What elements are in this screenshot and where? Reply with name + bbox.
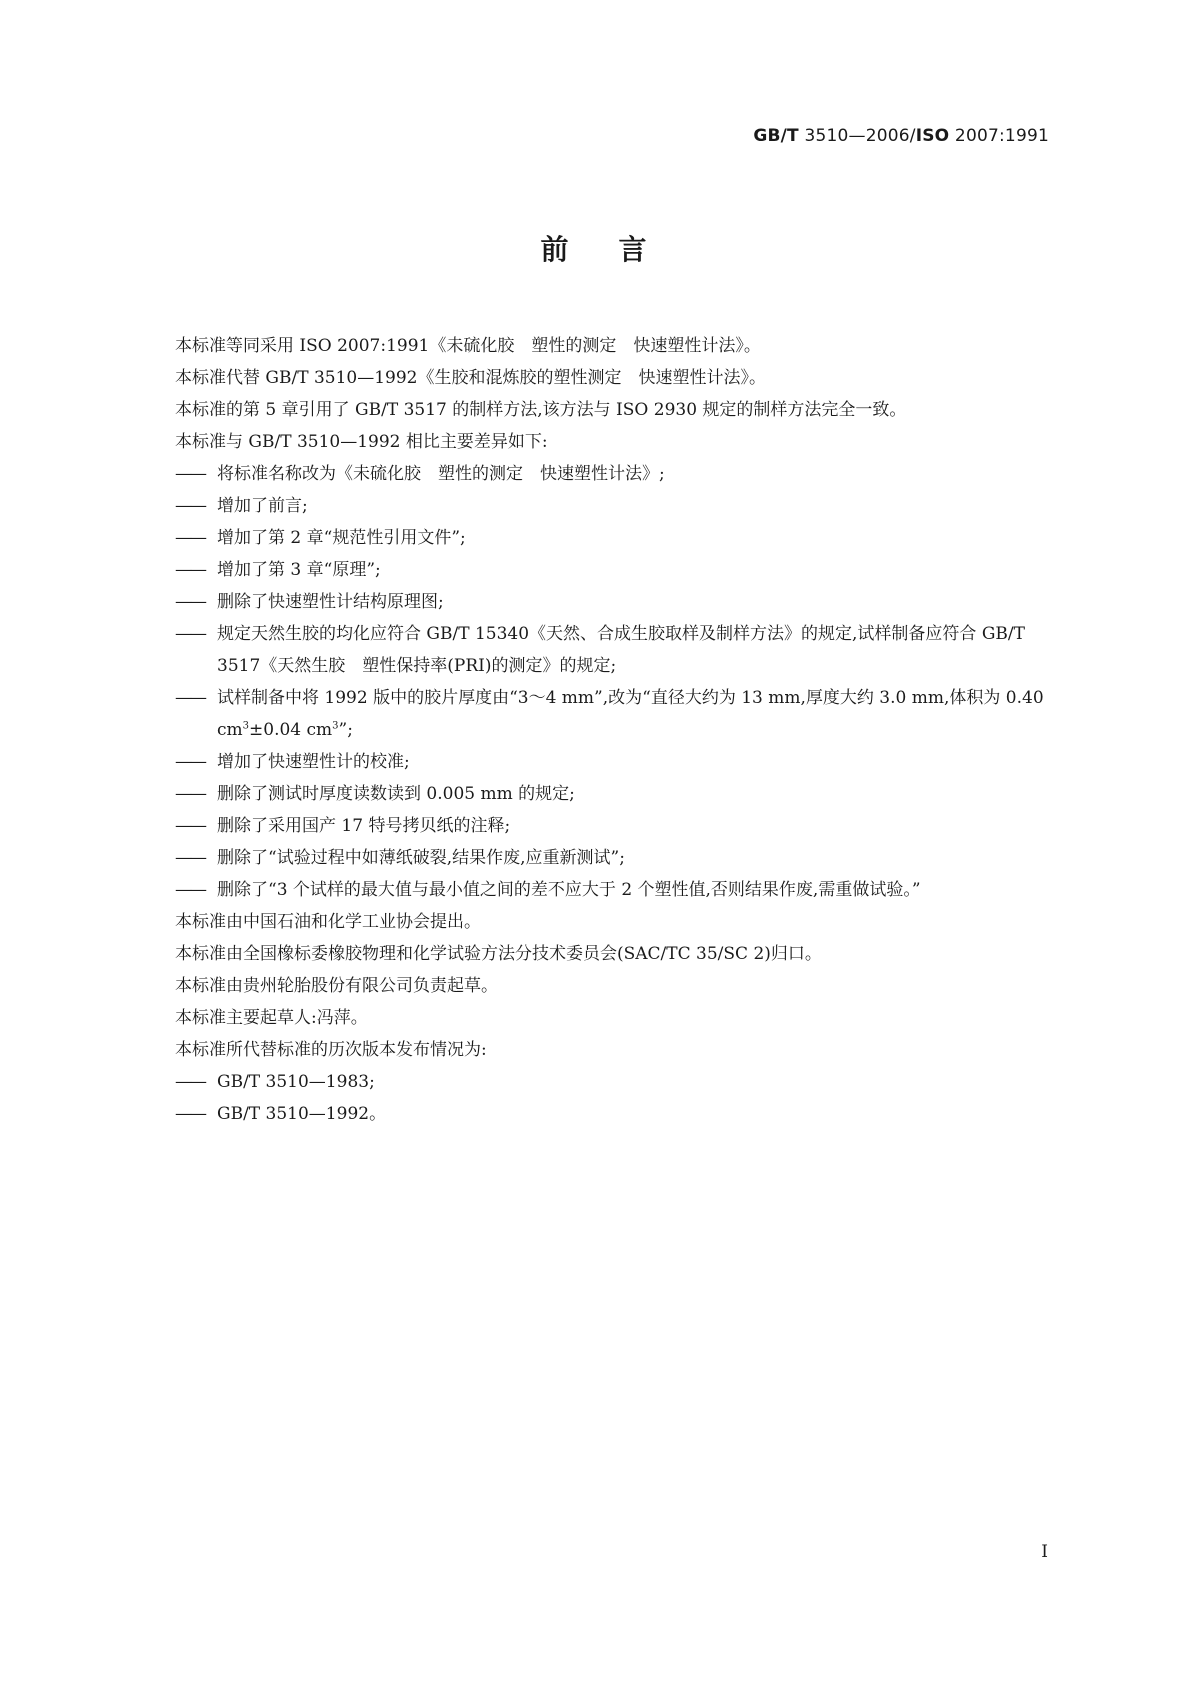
dash-marker: —— bbox=[175, 560, 205, 580]
dash-marker: —— bbox=[175, 464, 205, 484]
paragraph-drafters: 本标准主要起草人:冯萍。 bbox=[175, 1008, 368, 1028]
dash-marker: —— bbox=[175, 752, 205, 772]
history-item: —— GB/T 3510—1983; bbox=[175, 1066, 1055, 1098]
list-item: —— 增加了前言; bbox=[175, 490, 1055, 522]
header-gb: GB/T bbox=[753, 126, 799, 146]
header-iso: ISO bbox=[915, 126, 950, 146]
dash-marker: —— bbox=[175, 1104, 205, 1124]
dash-marker: —— bbox=[175, 816, 205, 836]
dash-marker: —— bbox=[175, 528, 205, 548]
dash-marker: —— bbox=[175, 784, 205, 804]
paragraph-centralized-by: 本标准由全国橡标委橡胶物理和化学试验方法分技术委员会(SAC/TC 35/SC 2)归口。 bbox=[175, 944, 822, 964]
standard-code-header bbox=[753, 126, 1049, 146]
title-char-2: 言 bbox=[618, 233, 651, 266]
paragraph-replaces: 本标准代替 GB/T 3510—1992《生胶和混炼胶的塑性测定 快速塑性计法》。 bbox=[175, 368, 766, 388]
list-item: —— 规定天然生胶的均化应符合 GB/T 15340《天然、合成生胶取样及制样方法》的规定,试样制备应符合 GB/T 3517《天然生胶 塑性保持率(PRI)的测定》的规定; bbox=[175, 618, 1055, 682]
list-item: —— 删除了“3 个试样的最大值与最小值之间的差不应大于 2 个塑性值,否则结果作废,需重做试验。” bbox=[175, 874, 1055, 906]
paragraph-sampling: 本标准的第 5 章引用了 GB/T 3517 的制样方法,该方法与 ISO 2930 规定的制样方法完全一致。 bbox=[175, 400, 907, 420]
history-item: —— GB/T 3510—1992。 bbox=[175, 1098, 1055, 1130]
paragraph-proposed-by: 本标准由中国石油和化学工业协会提出。 bbox=[175, 912, 481, 932]
dash-marker: —— bbox=[175, 880, 205, 900]
paragraph-drafted-by: 本标准由贵州轮胎股份有限公司负责起草。 bbox=[175, 976, 498, 996]
list-item: —— 增加了第 3 章“原理”; bbox=[175, 554, 1055, 586]
list-item: —— 试样制备中将 1992 版中的胶片厚度由“3～4 mm”,改为“直径大约为 13 mm,厚度大约 3.0 mm,体积为 0.40 $cm^3\pm 0.04$ $cm^3$”; bbox=[175, 682, 1055, 746]
page-title bbox=[0, 228, 1191, 268]
list-item: —— 删除了采用国产 17 特号拷贝纸的注释; bbox=[175, 810, 1055, 842]
list-item: —— 增加了第 2 章“规范性引用文件”; bbox=[175, 522, 1055, 554]
dash-marker: —— bbox=[175, 592, 205, 612]
dash-marker: —— bbox=[175, 496, 205, 516]
list-item: —— 将标准名称改为《未硫化胶 塑性的测定 快速塑性计法》; bbox=[175, 458, 1055, 490]
list-item: —— 删除了“试验过程中如薄纸破裂,结果作废,应重新测试”; bbox=[175, 842, 1055, 874]
list-item: —— 删除了快速塑性计结构原理图; bbox=[175, 586, 1055, 618]
dash-marker: —— bbox=[175, 624, 205, 644]
paragraph-differences-intro: 本标准与 GB/T 3510—1992 相比主要差异如下: bbox=[175, 432, 548, 452]
page-number: I bbox=[1041, 1542, 1048, 1562]
list-item: —— 删除了测试时厚度读数读到 0.005 mm 的规定; bbox=[175, 778, 1055, 810]
paragraph-history-intro: 本标准所代替标准的历次版本发布情况为: bbox=[175, 1040, 487, 1060]
paragraph-adoption: 本标准等同采用 ISO 2007:1991《未硫化胶 塑性的测定 快速塑性计法》。 bbox=[175, 336, 761, 356]
dash-marker: —— bbox=[175, 688, 205, 708]
title-char-1: 前 bbox=[540, 233, 573, 266]
dash-marker: —— bbox=[175, 1072, 205, 1092]
list-item: —— 增加了快速塑性计的校准; bbox=[175, 746, 1055, 778]
dash-marker: —— bbox=[175, 848, 205, 868]
preface-body bbox=[175, 330, 1055, 1130]
header-number: 3510—2006/ bbox=[798, 126, 916, 146]
header-iso-year: 2007:1991 bbox=[949, 126, 1049, 146]
